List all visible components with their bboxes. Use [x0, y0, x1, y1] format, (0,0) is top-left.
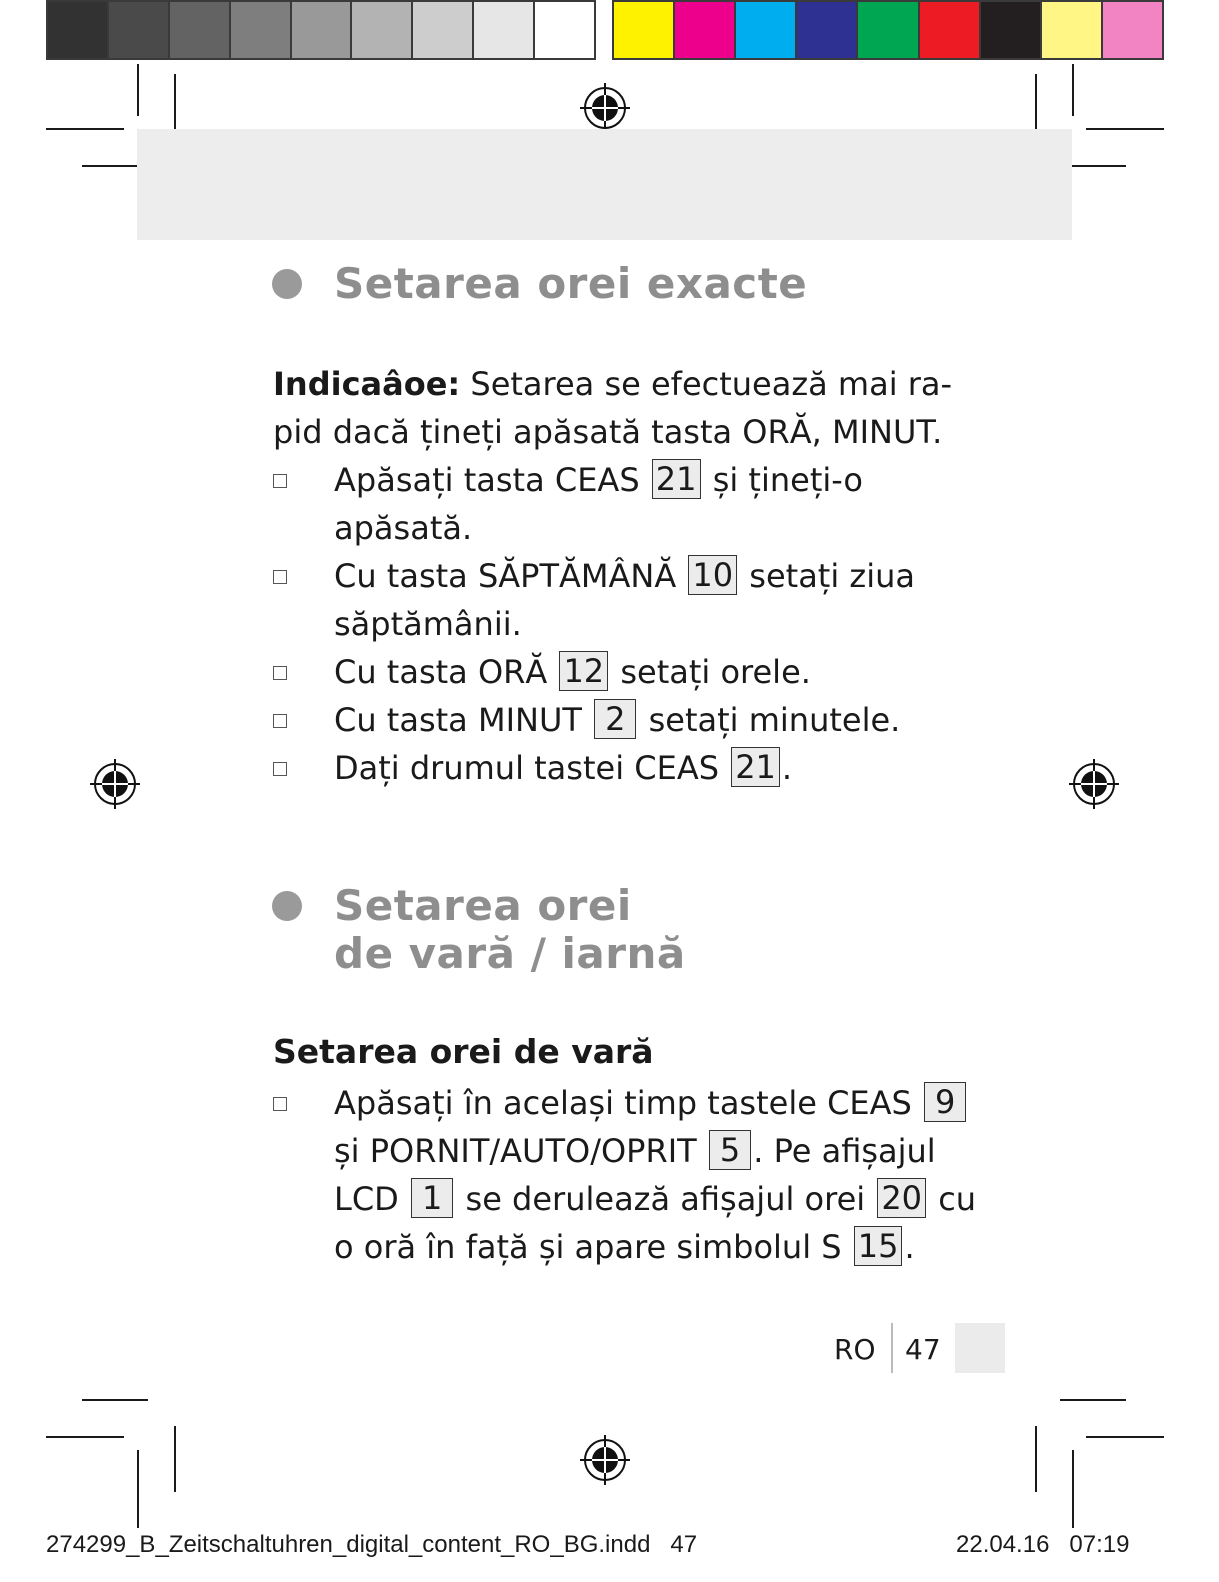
section-bullet-icon: [272, 891, 302, 921]
subsection-title: Setarea orei de vară: [273, 1032, 654, 1071]
step-text: Apăsați în același timp tastele CEAS 9: [334, 1079, 968, 1127]
crop-mark: [1086, 128, 1164, 130]
crop-mark: [174, 1426, 176, 1492]
color-swatch: [1103, 2, 1162, 58]
checkbox-icon: [273, 474, 287, 488]
crop-mark: [1086, 1436, 1164, 1438]
color-swatch: [920, 2, 981, 58]
color-swatch: [474, 2, 535, 58]
reference-number: 21: [731, 747, 780, 787]
color-swatch: [797, 2, 858, 58]
color-swatch: [535, 2, 594, 58]
color-swatch: [231, 2, 292, 58]
crop-mark: [137, 1450, 139, 1528]
note-text: Setarea se efectuează mai ra-: [460, 365, 953, 403]
checkbox-icon: [273, 762, 287, 776]
crop-mark: [1072, 1450, 1074, 1528]
step-text: Cu tasta ORĂ 12 setați orele.: [334, 652, 811, 691]
section-title-line2: de vară / iarnă: [334, 929, 686, 978]
color-swatch: [736, 2, 797, 58]
step-text: Dați drumul tastei CEAS 21 .: [334, 748, 793, 787]
section-bullet-icon: [272, 269, 302, 299]
crop-mark: [82, 1399, 148, 1401]
crop-mark: [46, 1436, 124, 1438]
registration-mark-icon: [1069, 759, 1119, 809]
crop-mark: [1035, 1426, 1037, 1492]
crop-mark: [1072, 64, 1074, 116]
color-swatch: [292, 2, 353, 58]
step-text: Apăsați tasta CEAS 21 și țineți-o: [334, 460, 863, 499]
color-swatch: [413, 2, 474, 58]
reference-number: 20: [877, 1178, 926, 1218]
registration-mark-icon: [580, 1435, 630, 1485]
note-label: Indicaâoe:: [273, 365, 461, 403]
page-tab: [955, 1323, 1005, 1373]
color-swatch: [675, 2, 736, 58]
page-number: 47: [905, 1333, 941, 1366]
checkbox-icon: [273, 714, 287, 728]
print-slug-filename: 274299_B_Zeitschaltuhren_digital_content_RO_BG.indd 47: [46, 1531, 698, 1558]
reference-number: 5: [709, 1130, 751, 1170]
color-swatch: [48, 2, 109, 58]
gray-color-bar: [46, 0, 596, 60]
print-slug-date: 22.04.16 07:19: [956, 1531, 1130, 1558]
page-language: RO: [834, 1333, 876, 1366]
note-paragraph-line2: pid dacă țineți apăsată tasta ORĂ, MINUT.: [273, 413, 943, 451]
color-swatch: [614, 2, 675, 58]
page-number-divider: [891, 1323, 893, 1373]
crop-mark: [46, 128, 124, 130]
checkbox-icon: [273, 666, 287, 680]
color-swatch: [1042, 2, 1103, 58]
reference-number: 9: [924, 1082, 966, 1122]
reference-number: 1: [411, 1178, 453, 1218]
color-swatch: [109, 2, 170, 58]
reference-number: 21: [652, 459, 701, 499]
color-swatch: [858, 2, 919, 58]
crop-mark: [1060, 1399, 1126, 1401]
checkbox-icon: [273, 570, 287, 584]
crop-mark: [137, 64, 139, 116]
step-text: Cu tasta MINUT 2 setați minutele.: [334, 700, 901, 739]
process-color-bar: [612, 0, 1164, 60]
reference-number: 12: [559, 651, 608, 691]
color-swatch: [170, 2, 231, 58]
header-band: [137, 129, 1072, 240]
color-swatch: [981, 2, 1042, 58]
reference-number: 10: [688, 555, 737, 595]
section-title: Setarea orei exacte: [334, 259, 808, 308]
registration-mark-icon: [580, 83, 630, 133]
reference-number: 2: [594, 699, 636, 739]
step-text: Cu tasta SĂPTĂMÂNĂ 10 setați ziua: [334, 556, 915, 595]
note-paragraph: [273, 360, 952, 408]
reference-number: 15: [854, 1226, 903, 1266]
registration-mark-icon: [90, 759, 140, 809]
color-swatch: [352, 2, 413, 58]
checkbox-icon: [273, 1097, 287, 1111]
section-title: Setarea orei: [334, 881, 632, 930]
